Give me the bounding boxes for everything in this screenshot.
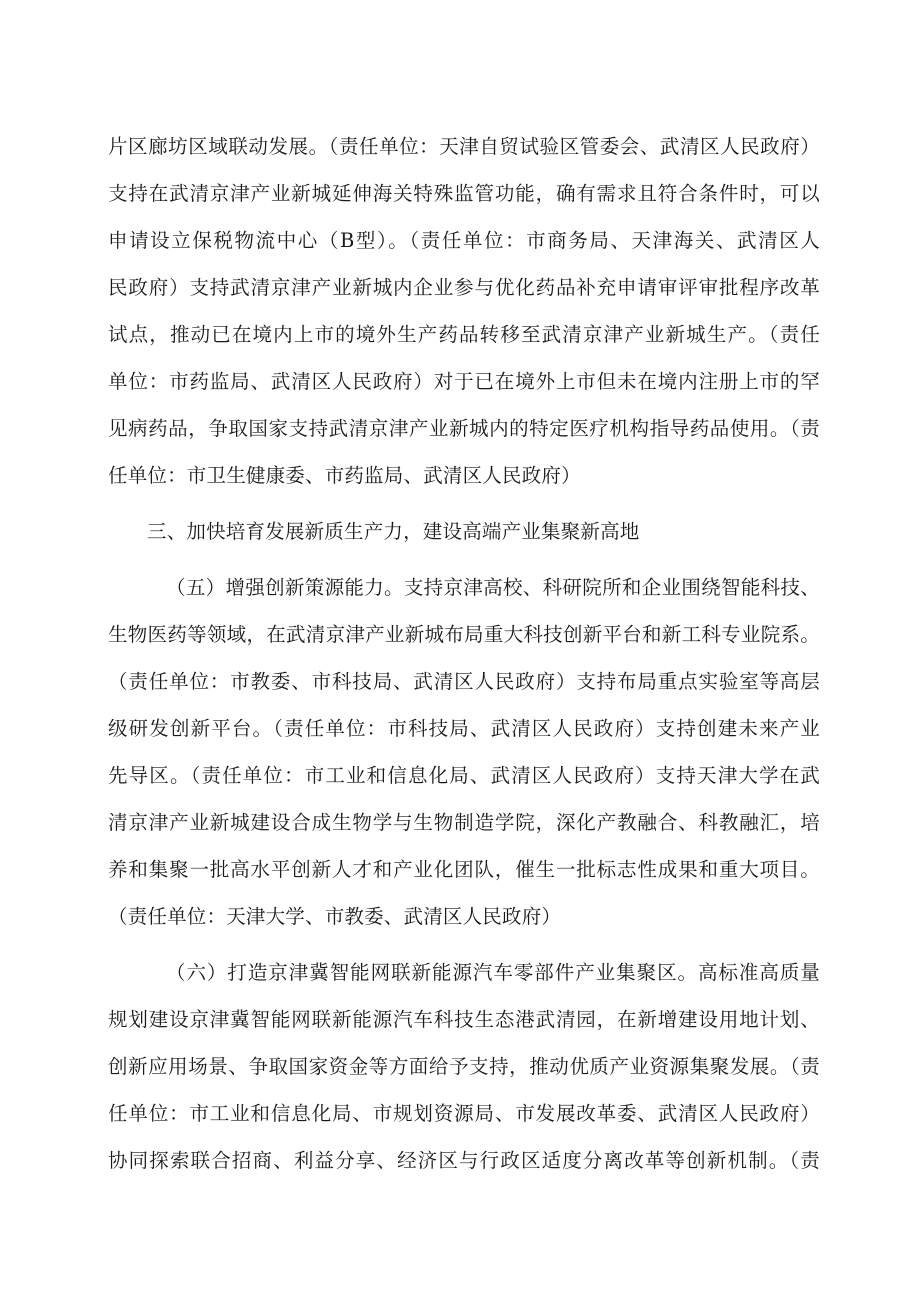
text-line: 片区廊坊区域联动发展。（责任单位：天津自贸试验区管委会、武清区人民政府） — [108, 135, 820, 158]
section-title: 三、加快培育发展新质生产力，建设高端产业集聚新高地 — [147, 520, 640, 543]
text-line: 任单位：市工业和信息化局、市规划资源局、市发展改革委、武清区人民政府） — [108, 1102, 820, 1125]
paragraph-gap — [108, 940, 820, 949]
text-line: （责任单位：天津大学、市教委、武清区人民政府） — [108, 905, 562, 928]
text-line: 创新应用场景、争取国家资金等方面给予支持，推动优质产业资源集聚发展。（责 — [108, 1055, 820, 1078]
text-line: 养和集聚一批高水平创新人才和产业化团队，催生一批标志性成果和重大项目。 — [108, 858, 820, 881]
text-line: （责任单位：市教委、市科技局、武清区人民政府）支持布局重点实验室等高层 — [108, 670, 820, 693]
text-line: 协同探索联合招商、利益分享、经济区与行政区适度分离改革等创新机制。（责 — [108, 1149, 820, 1172]
text-line: （六）打造京津冀智能网联新能源汽车零部件产业集聚区。高标准高质量 — [166, 961, 820, 984]
text-line: 清京津产业新城建设合成生物学与生物制造学院，深化产教融合、科教融汇，培 — [108, 811, 820, 834]
text-line: 申请设立保税物流中心（B型）。（责任单位：市商务局、天津海关、武清区人 — [108, 229, 820, 252]
text-line: 先导区。（责任单位：市工业和信息化局、武清区人民政府）支持天津大学在武 — [108, 764, 820, 787]
paragraph-p6 — [108, 949, 820, 1184]
text-line: （五）增强创新策源能力。支持京津高校、科研院所和企业围绕智能科技、 — [166, 576, 820, 599]
text-line: 生物医药等领域，在武清京津产业新城布局重大科技创新平台和新工科专业院系。 — [108, 623, 820, 646]
paragraph-p5 — [108, 564, 820, 940]
text-line: 级研发创新平台。（责任单位：市科技局、武清区人民政府）支持创建未来产业 — [108, 717, 820, 740]
text-line: 规划建设京津冀智能网联新能源汽车科技生态港武清园，在新增建设用地计划、 — [108, 1008, 820, 1031]
paragraph-p1 — [108, 123, 820, 499]
text-line: 单位：市药监局、武清区人民政府）对于已在境外上市但未在境内注册上市的罕 — [108, 370, 820, 393]
text-line: 任单位：市卫生健康委、市药监局、武清区人民政府） — [108, 464, 581, 487]
paragraph-gap — [108, 499, 820, 508]
text-line: 试点，推动已在境内上市的境外生产药品转移至武清京津产业新城生产。（责任 — [108, 323, 820, 346]
section-heading — [108, 508, 820, 555]
document-page — [108, 123, 820, 1184]
text-line: 民政府）支持武清京津产业新城内企业参与优化药品补充申请审评审批程序改革 — [108, 276, 820, 299]
paragraph-gap — [108, 555, 820, 564]
text-line: 见病药品，争取国家支持武清京津产业新城内的特定医疗机构指导药品使用。（责 — [108, 417, 820, 440]
text-line: 支持在武清京津产业新城延伸海关特殊监管功能，确有需求且符合条件时，可以 — [108, 182, 820, 205]
